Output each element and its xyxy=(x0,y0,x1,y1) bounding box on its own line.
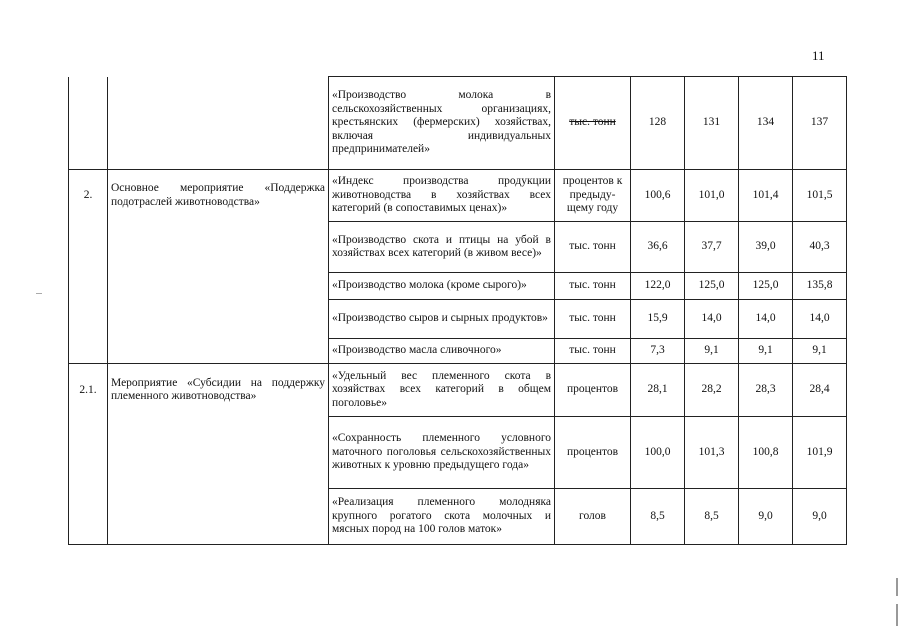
num-cell-empty xyxy=(69,77,108,170)
scan-artifact xyxy=(36,293,42,294)
num-cell-empty xyxy=(69,300,108,339)
table-row xyxy=(69,364,847,417)
name-cell-empty xyxy=(108,77,329,170)
indicator-cell: «Производство молока (кроме сырого)» xyxy=(329,273,555,300)
value-cell: 131 xyxy=(685,77,739,170)
value-cell: 14,0 xyxy=(739,300,793,339)
value-cell: 9,1 xyxy=(739,339,793,364)
value-cell: 137 xyxy=(793,77,847,170)
value-cell: 9,1 xyxy=(685,339,739,364)
value-cell: 8,5 xyxy=(631,489,685,545)
unit-cell: процентов к предыду-щему году xyxy=(555,170,631,222)
indicator-cell: «Производство масла сливочного» xyxy=(329,339,555,364)
value-cell: 28,1 xyxy=(631,364,685,417)
page-number: 11 xyxy=(812,48,825,63)
unit-cell: процентов xyxy=(555,364,631,417)
unit-cell: голов xyxy=(555,489,631,545)
unit-cell: тыс. тонн xyxy=(555,77,631,170)
name-cell-empty xyxy=(108,489,329,545)
value-cell: 28,2 xyxy=(685,364,739,417)
value-cell: 14,0 xyxy=(685,300,739,339)
indicator-cell: «Сохранность племенного условного маточного поголовья сельскохозяйственных животных к уровню предыдущего года» xyxy=(329,417,555,489)
value-cell: 128 xyxy=(631,77,685,170)
table-row xyxy=(69,339,847,364)
value-cell: 9,0 xyxy=(739,489,793,545)
value-cell: 125,0 xyxy=(739,273,793,300)
num-cell-empty xyxy=(69,339,108,364)
value-cell: 7,3 xyxy=(631,339,685,364)
section-number: 2. xyxy=(69,170,108,222)
value-cell: 101,5 xyxy=(793,170,847,222)
value-cell: 125,0 xyxy=(685,273,739,300)
value-cell: 100,0 xyxy=(631,417,685,489)
num-cell-empty xyxy=(69,273,108,300)
indicator-cell: «Удельный вес племенного скота в хозяйствах всех категорий в общем поголовье» xyxy=(329,364,555,417)
indicator-cell: «Производство молока в сельскохозяйственных организациях, крестьянских (фермерских) хозяйствах, включая индивидуальных предпринимателей» xyxy=(329,77,555,170)
indicator-cell: «Производство скота и птицы на убой в хозяйствах всех категорий (в живом весе)» xyxy=(329,222,555,273)
value-cell: 9,0 xyxy=(793,489,847,545)
value-cell: 8,5 xyxy=(685,489,739,545)
name-cell-empty xyxy=(108,417,329,489)
unit-cell: процентов xyxy=(555,417,631,489)
value-cell: 135,8 xyxy=(793,273,847,300)
table-row xyxy=(69,417,847,489)
table-row xyxy=(69,300,847,339)
value-cell: 15,9 xyxy=(631,300,685,339)
value-cell: 100,6 xyxy=(631,170,685,222)
activity-name: Мероприятие «Субсидии на поддержку племенного животноводства» xyxy=(108,364,329,417)
unit-cell: тыс. тонн xyxy=(555,300,631,339)
value-cell: 101,4 xyxy=(739,170,793,222)
table-row xyxy=(69,489,847,545)
unit-cell: тыс. тонн xyxy=(555,222,631,273)
value-cell: 122,0 xyxy=(631,273,685,300)
name-cell-empty xyxy=(108,273,329,300)
value-cell: 36,6 xyxy=(631,222,685,273)
num-cell-empty xyxy=(69,489,108,545)
indicator-cell: «Производство сыров и сырных продуктов» xyxy=(329,300,555,339)
indicators-table xyxy=(68,76,847,545)
scan-artifact xyxy=(896,604,898,626)
section-number: 2.1. xyxy=(69,364,108,417)
name-cell-empty xyxy=(108,300,329,339)
value-cell: 101,0 xyxy=(685,170,739,222)
name-cell-empty xyxy=(108,339,329,364)
value-cell: 100,8 xyxy=(739,417,793,489)
value-cell: 101,3 xyxy=(685,417,739,489)
value-cell: 40,3 xyxy=(793,222,847,273)
num-cell-empty xyxy=(69,417,108,489)
value-cell: 28,4 xyxy=(793,364,847,417)
table-row xyxy=(69,273,847,300)
indicator-cell: «Индекс производства продукции животноводства в хозяйствах всех категорий (в сопоставимых ценах)» xyxy=(329,170,555,222)
value-cell: 28,3 xyxy=(739,364,793,417)
table-row xyxy=(69,77,847,170)
value-cell: 9,1 xyxy=(793,339,847,364)
unit-cell: тыс. тонн xyxy=(555,339,631,364)
table-row xyxy=(69,222,847,273)
activity-name: Основное мероприятие «Поддержка подотраслей животноводства» xyxy=(108,170,329,222)
value-cell: 39,0 xyxy=(739,222,793,273)
value-cell: 101,9 xyxy=(793,417,847,489)
name-cell-empty xyxy=(108,222,329,273)
scan-artifact xyxy=(896,578,898,596)
unit-cell: тыс. тонн xyxy=(555,273,631,300)
value-cell: 134 xyxy=(739,77,793,170)
table-row xyxy=(69,170,847,222)
indicator-cell: «Реализация племенного молодняка крупного рогатого скота молочных и мясных пород на 100 голов маток» xyxy=(329,489,555,545)
value-cell: 37,7 xyxy=(685,222,739,273)
value-cell: 14,0 xyxy=(793,300,847,339)
num-cell-empty xyxy=(69,222,108,273)
